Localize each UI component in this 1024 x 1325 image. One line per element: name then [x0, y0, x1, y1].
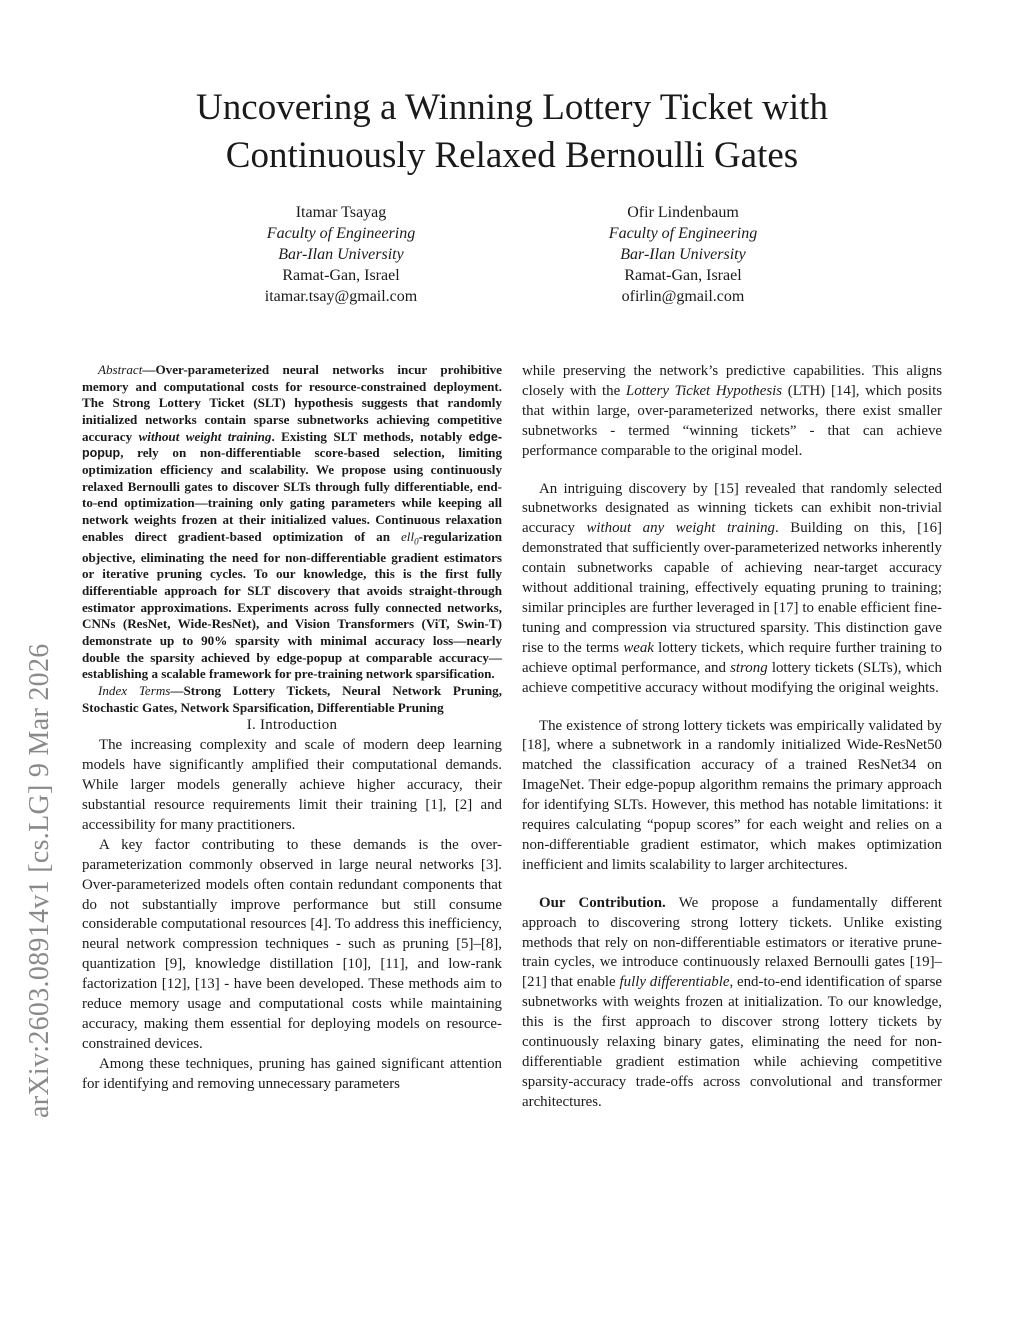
index-terms [82, 683, 502, 716]
author-block-2 [518, 202, 848, 307]
arxiv-identifier: arXiv:2603.08914v1 [cs.LG] 9 Mar 2026 [24, 643, 55, 1118]
author-email[interactable]: ofirlin@gmail.com [621, 288, 745, 305]
author-university: Bar-Ilan University [278, 246, 404, 263]
abstract-method-name: edge-popup [82, 429, 503, 461]
author-city: Ramat-Gan, Israel [624, 267, 742, 284]
paragraph: The increasing complexity and scale of modern deep learning models have significantly amplified their computational demands. While larger models generally achieve higher accuracy, their substantial resource requirements limit their training [1], [2] and accessibility for many practitioners. [82, 737, 502, 833]
index-terms-text: —Strong Lottery Tickets, Neural Network Pruning, Stochastic Gates, Network Sparsification, Differentiable Pruning [82, 683, 502, 715]
paragraph: while preserving the network’s predictive capabilities. This aligns closely with the Lottery Ticket Hypothesis (LTH) [14], which posits that within large, over-parameterized networks, there exist smaller subnetworks - termed “winning tickets” - that can achieve performance comparable to the original model. [522, 363, 942, 459]
paragraph: Among these techniques, pruning has gained significant attention for identifying and removing unnecessary parameters [82, 1055, 502, 1092]
abstract-emphasis: without weight training [138, 428, 272, 444]
paragraph: Our Contribution. We propose a fundamentally different approach to discovering strong lottery tickets. Unlike existing methods that rely on non-differentiable estimators or iterative prune-train cycles, we introduce continuously relaxed Bernoulli gates [19]–[21] that enable fully differentiable, end-to-end identification of sparse subnetworks with weights frozen at initialization. To our knowledge, this is the first approach to discover strong lottery tickets by continuously relaxing binary gates, eliminating the need for non-differentiable gradient estimation while achieving competitive sparsity-accuracy trade-offs across convolutional and transformer architectures. [522, 894, 942, 1110]
author-department: Faculty of Engineering [266, 225, 416, 242]
abstract-math: ell$_0$ [401, 528, 419, 547]
abstract-text: -regularization objective, eliminating the need for non-differentiable gradient estimators or iterative pruning cycles. To our knowledge, this is the first fully differentiable approach for SLT discovery that avoids straight-through estimator approximations. Experiments across fully connected networks, CNNs (ResNet, Wide-ResNet), and Vision Transformers (ViT, Swin-T) demonstrate up to 90% sparsity with minimal accuracy loss—nearly double the sparsity achieved by edge-popup at comparable accuracy—establishing a scalable framework for pre-training network sparsification. [82, 528, 502, 682]
paragraph: An intriguing discovery by [15] revealed that randomly selected subnetworks designated as winning tickets can exhibit non-trivial accuracy without any weight training. Building on this, [16] demonstrated that sufficiently over-parameterized networks inherently contain subnetworks capable of achieving near-target accuracy without additional training, effectively equating pruning to training; similar principles are further leveraged in [17] to enable efficient fine-tuning and compression via structured sparsity. This distinction gave rise to the terms weak lottery tickets, which require further training to achieve optimal performance, and strong lottery tickets (SLTs), which achieve competitive accuracy without modifying the original weights. [522, 480, 942, 696]
abstract-label: Abstract [98, 362, 143, 377]
abstract-text: , rely on non-differentiable score-based selection, limiting optimization efficiency and scalability. We propose using continuously relaxed Bernoulli gates to discover SLTs through fully differentiable, end-to-end optimization—training only gating parameters while keeping all network weights frozen at their initialized values. Continuous relaxation enables direct gradient-based optimization of an [82, 445, 502, 544]
right-column [522, 362, 942, 1113]
author-block-1 [176, 202, 506, 307]
left-column [82, 362, 502, 1095]
abstract-text: —Over-parameterized neural networks incur prohibitive memory and computational costs for resource-constrained deployment. The Strong Lottery Ticket (SLT) hypothesis suggests that randomly initialized networks contain sparse subnetworks achieving competitive accuracy [82, 362, 502, 444]
section-heading: I. Introduction [246, 717, 338, 734]
author-name: Ofir Lindenbaum [627, 204, 739, 221]
author-university: Bar-Ilan University [620, 246, 746, 263]
author-email[interactable]: itamar.tsay@gmail.com [264, 288, 418, 305]
abstract-text: . Existing SLT methods, notably [271, 428, 469, 444]
paragraph: A key factor contributing to these demands is the over-parameterization commonly observed in large neural networks [3]. Over-parameterized models often contain redundant components that do not substantially improve performance but still consume considerable computational resources [4]. To address this inefficiency, neural network compression techniques - such as pruning [5]–[8], quantization [9], knowledge distillation [10], [11], and low-rank factorization [12], [13] - have been developed. These methods aim to reduce memory usage and computational costs while maintaining accuracy, making them essential for deploying models on resource-constrained devices. [82, 836, 502, 1052]
index-terms-label: Index Terms [98, 683, 171, 699]
paper-title: Uncovering a Winning Lottery Ticket with Continuously Relaxed Bernoulli Gates [196, 87, 828, 176]
author-department: Faculty of Engineering [608, 225, 758, 242]
paragraph: The existence of strong lottery tickets was empirically validated by [18], where a subnetwork in a randomly initialized Wide-ResNet50 matched the classification accuracy of a trained ResNet34 on ImageNet. Their edge-popup algorithm remains the primary approach for identifying SLTs. However, this method has notable limitations: it requires calculating “popup scores” for each weight and relies on a non-differentiable gradient estimator, which makes optimization inefficient and limits scalability to larger architectures. [522, 717, 942, 873]
abstract [82, 362, 502, 683]
author-city: Ramat-Gan, Israel [282, 267, 400, 284]
author-name: Itamar Tsayag [295, 204, 387, 221]
